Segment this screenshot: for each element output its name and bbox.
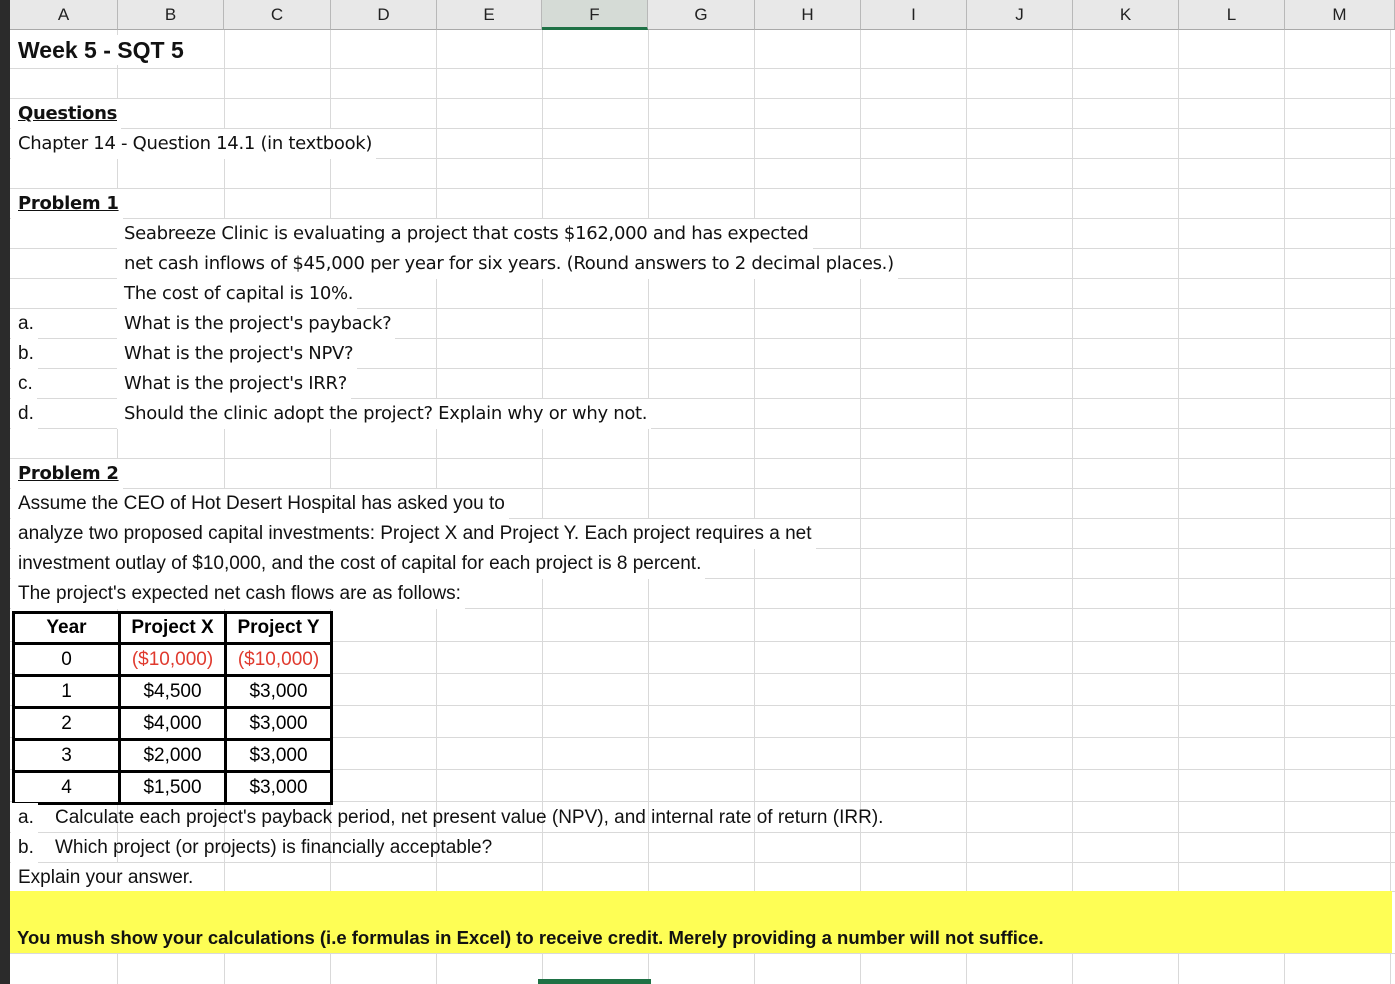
problem1-line2[interactable]: net cash inflows of $45,000 per year for six years. (Round answers to 2 decimal places.) (117, 249, 898, 279)
problem1-item-letter[interactable]: d. (11, 399, 38, 429)
project-x-cell[interactable]: $2,000 (120, 740, 226, 772)
project-x-cell[interactable]: $1,500 (120, 772, 226, 804)
header-project-y[interactable]: Project Y (226, 613, 332, 644)
table-row (14, 644, 332, 676)
column-header-h[interactable]: H (755, 0, 861, 30)
problem2-item-b-letter[interactable]: b. (11, 833, 38, 863)
project-x-cell[interactable]: $4,500 (120, 676, 226, 708)
sheet-title[interactable]: Week 5 - SQT 5 (11, 35, 188, 65)
column-header-j[interactable]: J (967, 0, 1073, 30)
project-x-cell[interactable]: $4,000 (120, 708, 226, 740)
problem1-line3[interactable]: The cost of capital is 10%. (117, 279, 357, 309)
column-header-a[interactable]: A (10, 0, 118, 30)
gridline (10, 98, 1395, 99)
problem2-line4[interactable]: The project's expected net cash flows are as follows: (11, 579, 465, 609)
problem1-item-text[interactable]: What is the project's NPV? (117, 339, 357, 369)
gridline (1284, 30, 1285, 984)
gridline (10, 458, 1395, 459)
gridline (542, 30, 543, 984)
problem2-item-a-letter[interactable]: a. (11, 803, 38, 833)
gridline (860, 30, 861, 984)
problem2-explain[interactable]: Explain your answer. (11, 863, 197, 893)
problem1-item-text[interactable]: Should the clinic adopt the project? Explain why or why not. (117, 399, 651, 429)
table-row (14, 772, 332, 804)
column-header-e[interactable]: E (437, 0, 542, 30)
project-y-cell[interactable]: $3,000 (226, 676, 332, 708)
gridline (1390, 30, 1391, 984)
problem1-item-text[interactable]: What is the project's payback? (117, 309, 395, 339)
problem2-line2[interactable]: analyze two proposed capital investments: Project X and Project Y. Each project requires a net (11, 519, 816, 549)
column-header-i[interactable]: I (861, 0, 967, 30)
header-project-x[interactable]: Project X (120, 613, 226, 644)
project-y-cell[interactable]: $3,000 (226, 740, 332, 772)
year-cell[interactable]: 3 (14, 740, 120, 772)
gridline (754, 30, 755, 984)
selected-column-indicator (538, 979, 651, 984)
year-cell[interactable]: 2 (14, 708, 120, 740)
chapter-question[interactable]: Chapter 14 - Question 14.1 (in textbook) (11, 129, 376, 159)
column-header-c[interactable]: C (224, 0, 331, 30)
table-row (14, 676, 332, 708)
problem1-item-letter[interactable]: b. (11, 339, 38, 369)
project-y-cell[interactable]: ($10,000) (226, 644, 332, 676)
problem2-line3[interactable]: investment outlay of $10,000, and the cost of capital for each project is 8 percent. (11, 549, 705, 579)
table-row (14, 740, 332, 772)
table-header-row (14, 613, 332, 644)
problem2-heading[interactable]: Problem 2 (11, 459, 123, 489)
problem1-item-text[interactable]: What is the project's IRR? (117, 369, 351, 399)
column-header-d[interactable]: D (331, 0, 437, 30)
gridline (1178, 30, 1179, 984)
gridline (1072, 30, 1073, 984)
problem1-heading[interactable]: Problem 1 (11, 189, 123, 219)
notice-text[interactable]: You mush show your calculations (i.e formulas in Excel) to receive credit. Merely providing a number will not suffice. (17, 927, 1044, 948)
problem1-item-letter[interactable]: c. (11, 369, 37, 399)
problem2-item-a-text[interactable]: Calculate each project's payback period, net present value (NPV), and internal rate of return (IRR). (55, 807, 884, 828)
gridline (966, 30, 967, 984)
questions-heading[interactable]: Questions (11, 99, 121, 129)
gridline (10, 953, 1395, 954)
gridline (648, 30, 649, 984)
column-header-g[interactable]: G (648, 0, 755, 30)
problem1-item-letter[interactable]: a. (11, 309, 38, 339)
year-cell[interactable]: 0 (14, 644, 120, 676)
year-cell[interactable]: 4 (14, 772, 120, 804)
problem1-line1[interactable]: Seabreeze Clinic is evaluating a project that costs $162,000 and has expected (117, 219, 813, 249)
gridline (10, 68, 1395, 69)
row-header-strip (0, 0, 10, 984)
project-x-cell[interactable]: ($10,000) (120, 644, 226, 676)
column-header-f[interactable]: F (542, 0, 648, 30)
problem2-line1[interactable]: Assume the CEO of Hot Desert Hospital has asked you to (11, 489, 509, 519)
cash-flow-table (12, 611, 333, 805)
header-year[interactable]: Year (14, 613, 120, 644)
table-row (14, 708, 332, 740)
project-y-cell[interactable]: $3,000 (226, 772, 332, 804)
column-header-m[interactable]: M (1285, 0, 1395, 30)
project-y-cell[interactable]: $3,000 (226, 708, 332, 740)
column-header-l[interactable]: L (1179, 0, 1285, 30)
year-cell[interactable]: 1 (14, 676, 120, 708)
column-header-k[interactable]: K (1073, 0, 1179, 30)
column-header-b[interactable]: B (118, 0, 224, 30)
gridline (10, 188, 1395, 189)
problem2-item-b-text[interactable]: Which project (or projects) is financially acceptable? (55, 837, 493, 858)
